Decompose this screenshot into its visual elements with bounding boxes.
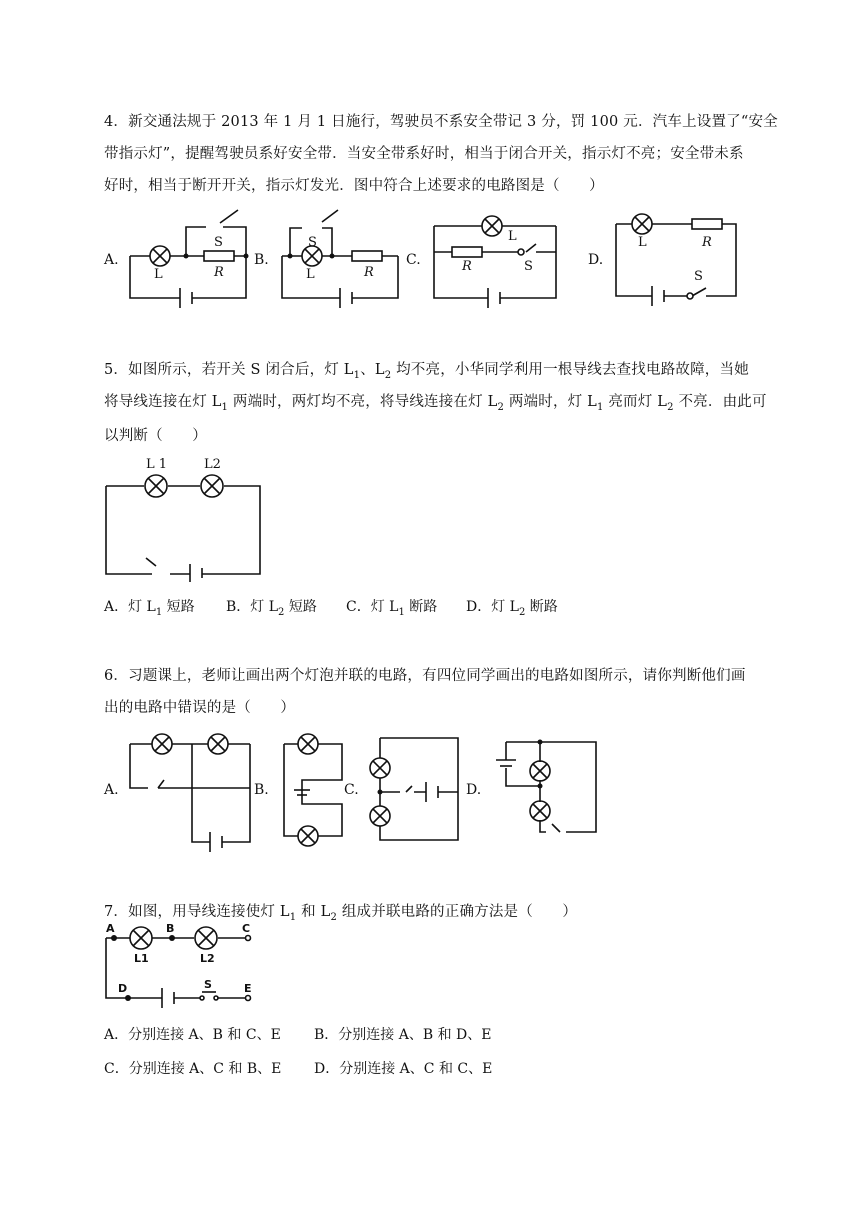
q4-a-lamp-label: L <box>154 267 163 282</box>
q4-a-resistor-label: R <box>214 265 224 280</box>
q5-line-3: 以判断（ ） <box>104 428 207 444</box>
q7-point-b: B <box>166 922 175 935</box>
q6-circuit-a <box>128 730 252 848</box>
q7-circuit <box>100 922 260 1022</box>
q5-option-c: C．灯 $L_1$ 断路 <box>346 599 438 618</box>
q4-option-b-label: B. <box>254 252 269 268</box>
q7-point-c: C <box>242 922 251 935</box>
q6-option-b-label: B. <box>254 782 269 798</box>
q4-circuit-a <box>128 210 248 310</box>
q7-option-a: A．分别连接 A、B 和 C、E <box>104 1027 281 1043</box>
q7-line-1: 7．如图，用导线连接使灯 $L_1$ 和 $L_2$ 组成并联电路的正确方法是（ ） <box>104 904 578 923</box>
q4-c-switch-label: S <box>524 259 533 274</box>
q5-l2-label: L2 <box>204 457 221 472</box>
q7-switch-label: S <box>204 978 212 991</box>
q6-option-c-label: C. <box>344 782 359 798</box>
q4-line-3: 好时，相当于断开开关，指示灯发光．图中符合上述要求的电路图是（ ） <box>104 178 604 194</box>
q6-line-1: 6．习题课上，老师让画出两个灯泡并联的电路，有四位同学画出的电路如图所示，请你判断他们画 <box>104 668 746 684</box>
q5-line-1: 5．如图所示，若开关 S 闭合后，灯 $L_1$、$L_2$ 均不亮，小华同学利用一根导线去查找电路故障，当她 <box>104 362 749 381</box>
q6-circuit-b <box>282 730 346 848</box>
q5-option-a: A．灯 $L_1$ 短路 <box>104 599 195 618</box>
q4-line-2: 带指示灯”，提醒驾驶员系好安全带．当安全带系好时，相当于闭合开关，指示灯不亮；安全带未系 <box>104 146 744 162</box>
q4-option-c-label: C. <box>406 252 421 268</box>
q7-l1-label: L1 <box>134 952 149 965</box>
q7-option-b: B．分别连接 A、B 和 D、E <box>314 1027 492 1043</box>
q7-option-c: C．分别连接 A、C 和 B、E <box>104 1061 282 1077</box>
q4-d-resistor-label: R <box>702 235 712 250</box>
q4-circuit-c <box>432 206 562 306</box>
q4-b-lamp-label: L <box>306 267 315 282</box>
q6-circuit-c <box>370 736 464 846</box>
q4-line-1: 4．新交通法规于 2013 年 1 月 1 日施行，驾驶员不系安全带记 3 分，罚 100 元．汽车上设置了“安全 <box>104 114 778 130</box>
q4-circuit-b <box>280 210 402 310</box>
q7-l2-label: L2 <box>200 952 215 965</box>
q5-l1-label: L 1 <box>146 457 168 472</box>
q6-option-a-label: A. <box>104 782 119 798</box>
q6-line-2: 出的电路中错误的是（ ） <box>104 700 296 716</box>
q5-option-d: D．灯 $L_2$ 断路 <box>466 599 558 618</box>
q4-b-resistor-label: R <box>364 265 374 280</box>
q4-d-switch-label: S <box>694 269 703 284</box>
q4-option-a-label: A. <box>104 252 119 268</box>
q7-option-d: D．分别连接 A、C 和 C、E <box>314 1061 493 1077</box>
q4-d-lamp-label: L <box>638 235 647 250</box>
q4-c-lamp-label: L <box>508 229 517 244</box>
q4-c-resistor-label: R <box>462 259 472 274</box>
q6-option-d-label: D. <box>466 782 482 798</box>
q4-b-switch-label: S <box>308 235 317 250</box>
q4-circuit-d <box>614 206 740 306</box>
q7-point-d: D <box>118 982 128 995</box>
q7-point-a: A <box>106 922 115 935</box>
q6-circuit-d <box>500 736 600 844</box>
q5-option-b: B．灯 $L_2$ 短路 <box>226 599 317 618</box>
q5-circuit <box>104 456 264 580</box>
q5-line-2: 将导线连接在灯 $L_1$ 两端时，两灯均不亮，将导线连接在灯 $L_2$ 两端时，灯 $L_1$ 亮而灯 $L_2$ 不亮．由此可 <box>104 394 767 413</box>
q7-point-e: E <box>244 982 252 995</box>
q4-a-switch-label: S <box>214 235 223 250</box>
q4-option-d-label: D. <box>588 252 604 268</box>
